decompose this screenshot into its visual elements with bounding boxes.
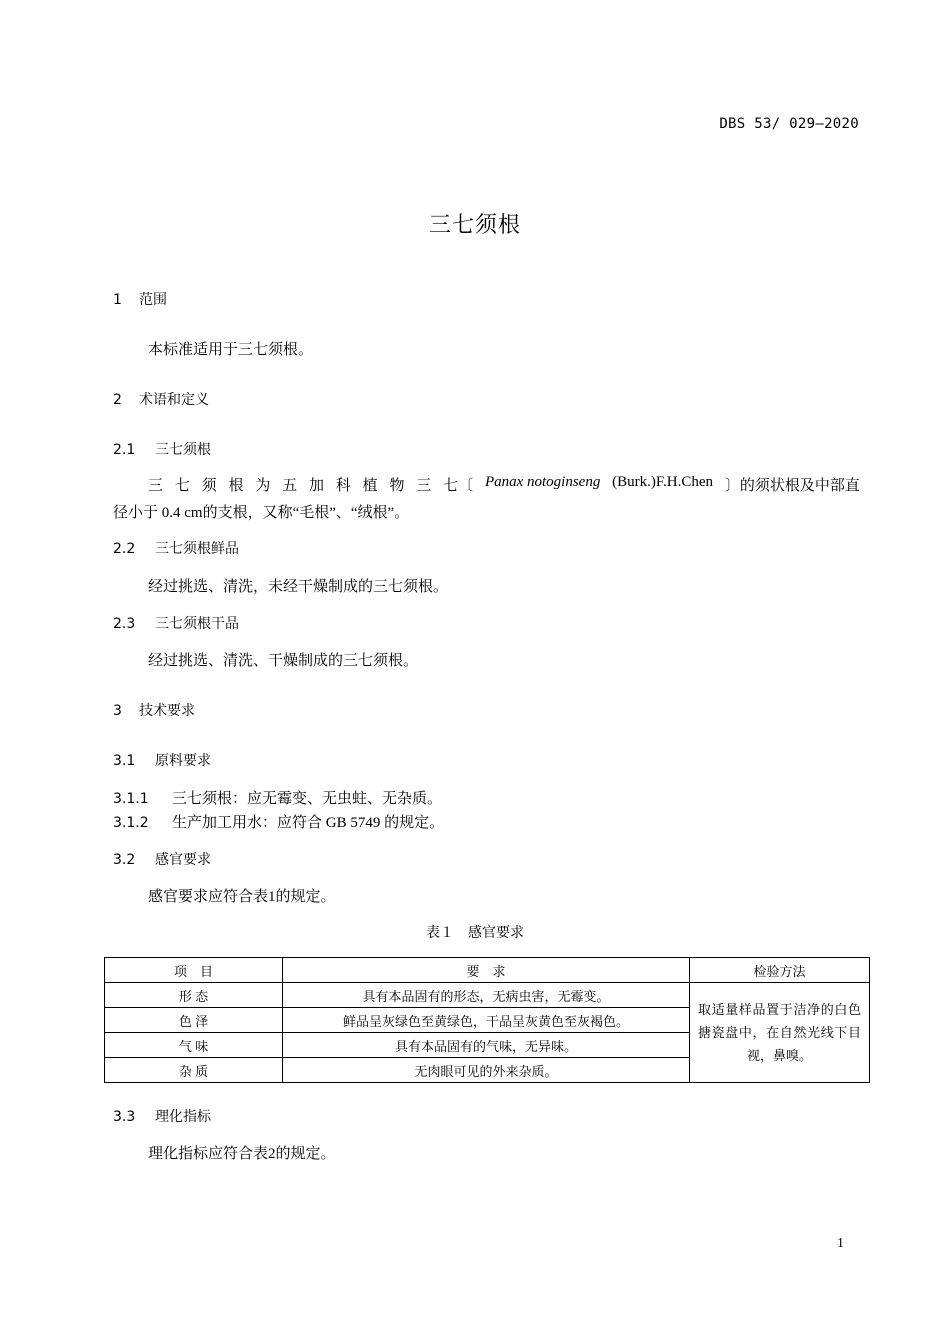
char: 须 [201,478,217,494]
section-3-3-text: 理化指标应符合表2的规定。 [148,1146,336,1162]
char: 七〔 [443,478,474,494]
section-title: 三七须根鲜品 [155,541,239,557]
cell-requirement: 具有本品固有的气味，无异味。 [283,1033,690,1058]
cell-method: 取适量样品置于洁净的白色搪瓷盘中，在自然光线下目视，鼻嗅。 [690,983,870,1083]
section-2-3-heading [113,613,239,633]
cell-requirement: 具有本品固有的形态，无病虫害，无霉变。 [283,983,690,1008]
cell-requirement: 鲜品呈灰绿色至黄绿色，干品呈灰黄色至灰褐色。 [283,1008,690,1033]
char: 为 [255,478,271,494]
section-1-text: 本标准适用于三七须根。 [148,342,314,358]
cell-item: 形 态 [105,983,283,1008]
section-title: 原料要求 [155,753,211,769]
clause-number: 3.1.2 [113,815,149,831]
clause-number: 3.1.1 [113,791,149,807]
section-number: 3.2 [113,852,136,868]
standard-code: DBS 53/ 029—2020 [719,116,859,132]
author-citation: (Burk.)F.H.Chen [612,474,714,490]
section-number: 3 [113,703,122,719]
char: 科 [335,478,351,494]
sensory-requirements-table [104,957,870,1083]
char: 加 [308,478,324,494]
line-tail: 〕的须状根及中部直 [724,478,860,494]
section-3-2-text: 感官要求应符合表1的规定。 [148,889,336,905]
section-number: 1 [113,292,122,308]
section-title: 理化指标 [155,1109,211,1125]
char: 五 [282,478,298,494]
section-number: 2.1 [113,442,136,458]
section-1-heading [113,289,167,309]
table-header-row [105,958,870,983]
section-number: 3.3 [113,1109,136,1125]
section-3-2-heading [113,849,211,869]
char: 三 [416,478,432,494]
latin-name: Panax notoginseng [484,474,601,490]
table-caption: 表１ 感官要求 [426,925,524,941]
definition-line-2: 径小于 0.4 cm的支根，又称“毛根”、“绒根”。 [113,505,410,521]
page-number: 1 [837,1236,844,1251]
section-2-heading [113,389,209,409]
section-title: 三七须根干品 [155,616,239,632]
clause-3-1-1 [113,787,442,808]
section-title: 术语和定义 [139,392,209,408]
clause-text: 三七须根：应无霉变、无虫蛀、无杂质。 [172,791,443,807]
section-2-2-text: 经过挑选、清洗，未经干燥制成的三七须根。 [148,579,449,595]
section-number: 2.3 [113,616,136,632]
section-2-2-heading [113,538,239,558]
cell-item: 色 泽 [105,1008,283,1033]
char: 三 [148,478,164,494]
cell-item: 杂 质 [105,1058,283,1083]
section-title: 感官要求 [155,852,211,868]
section-3-3-heading [113,1106,211,1126]
section-2-3-text: 经过挑选、清洗、干燥制成的三七须根。 [148,653,419,669]
char: 物 [389,478,405,494]
section-2-1-heading [113,439,211,459]
definition-line-1 [148,474,860,495]
char: 根 [228,478,244,494]
document-title: 三七须根 [428,213,521,238]
section-title: 技术要求 [139,703,195,719]
clause-3-1-2 [113,811,444,832]
section-3-heading [113,700,195,720]
cell-item: 气 味 [105,1033,283,1058]
section-title: 范围 [139,292,167,308]
cell-requirement: 无肉眼可见的外来杂质。 [283,1058,690,1083]
header-item: 项 目 [105,958,283,983]
table-row [105,983,870,1008]
header-method: 检验方法 [690,958,870,983]
section-3-1-heading [113,750,211,770]
section-number: 3.1 [113,753,136,769]
section-number: 2 [113,392,122,408]
clause-text: 生产加工用水：应符合 GB 5749 的规定。 [172,815,445,831]
section-title: 三七须根 [155,442,211,458]
char: 植 [362,478,378,494]
header-requirement: 要 求 [283,958,690,983]
char: 七 [174,478,190,494]
section-number: 2.2 [113,541,136,557]
